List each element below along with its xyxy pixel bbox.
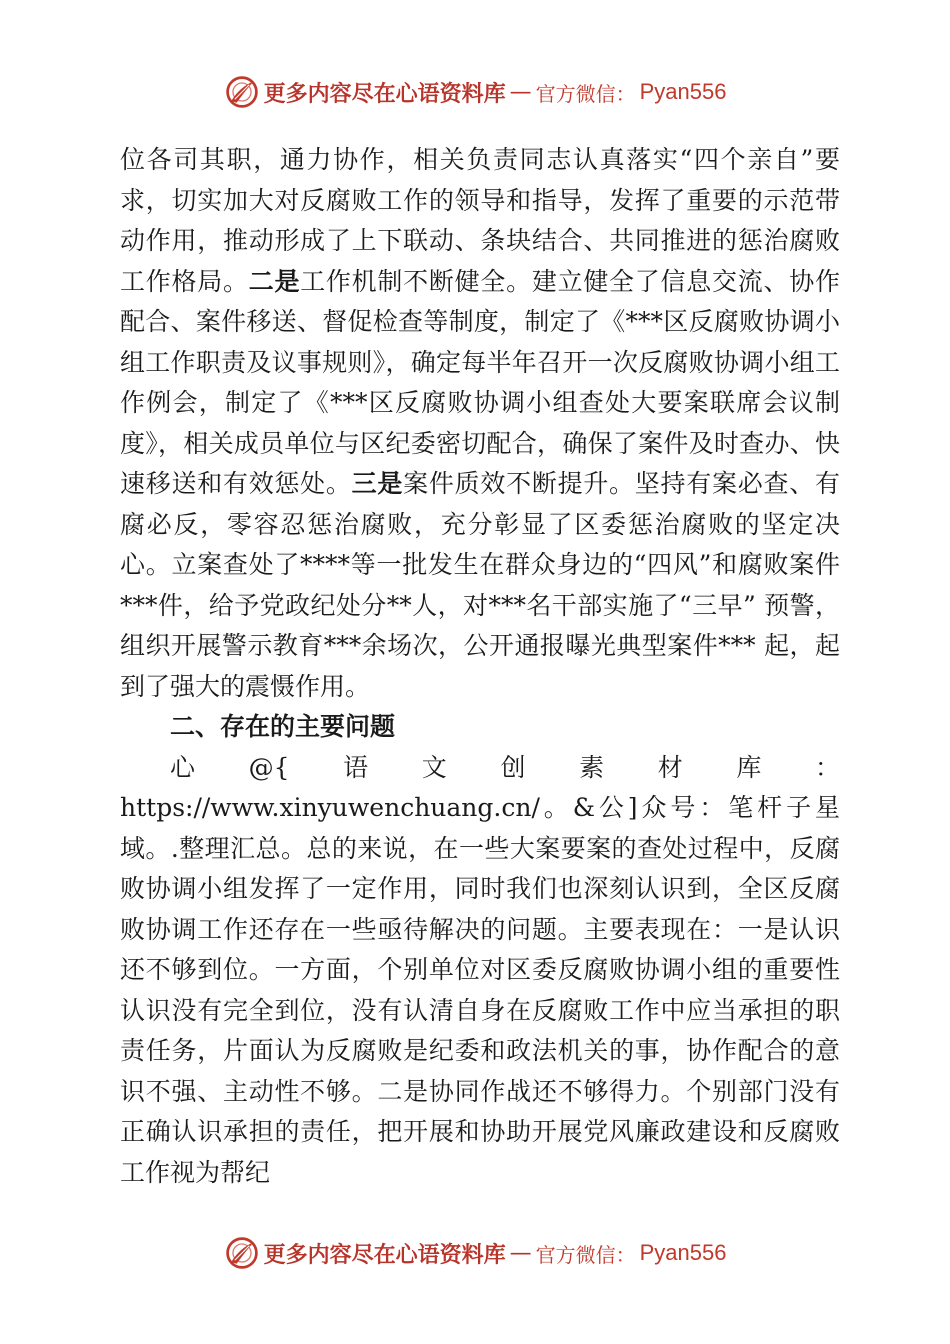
section-heading: 二、存在的主要问题 (170, 712, 396, 741)
brand-banner (224, 1235, 727, 1271)
brand-dash: — (509, 1240, 532, 1266)
paragraph-problems: 心@{语文创素材库：https://www.xinyuwenchuang.cn/。&公]众号：笔杆子星域。.整理汇总。总的来说，在一些大案要案的查处过程中，反腐败协调小组发挥了一定作用，同时我们也深刻认识到，全区反腐败协调工作还存在一些亟待解决的问题。主要表现在：一是认识还不够到位。一方面，个别单位对区委反腐败协调小组的重要性认识没有完全到位，没有认清自身在反腐败工作中应当承担的职责任务，片面认为反腐败是纪委和政法机关的事，协作配合的意识不强、主动性不够。二是协同作战还不够得力。个别部门没有正确认识承担的责任，把开展和协助开展党风廉政建设和反腐败工作视为帮纪 (120, 752, 840, 1187)
paragraph-achievements (120, 140, 840, 707)
brand-dash: — (509, 79, 532, 105)
brand-banner (224, 74, 727, 110)
brand-logo-icon (224, 74, 260, 110)
keyword-third: 三是 (351, 469, 404, 498)
brand-logo-icon (224, 1235, 260, 1271)
brand-wechat-id: Pyan556 (639, 1240, 727, 1265)
brand-wechat-id: Pyan556 (639, 79, 727, 104)
keyword-second: 二是 (248, 266, 301, 296)
paragraph-achievements-part1: 位各司其职，通力协作，相关负责同志认真落实“四个亲自”要求，切实加大对反腐败工作的领导和指导，发挥了重要的示范带动作用，推动形成了上下联动、条块结合、共同推进的惩治腐败工作格局。 (120, 145, 840, 296)
brand-site-name: 更多内容尽在心语资料库 (263, 1241, 506, 1268)
paragraph-achievements-part3: 案件质效不断提升。坚持有案必查、有腐必反，零容忍惩治腐败，充分彰显了区委惩治腐败的坚定决心。立案查处了****等一批发生在群众身边的“四风”和腐败案件***件，给予党政纪处分**人，对***名干部实施了“三早” 预警，组织开展警示教育***余场次，公开通报曝光典型案件*** 起，起到了强大的震慑作用。 (120, 469, 840, 701)
document-body (120, 140, 840, 1193)
header-watermark (0, 72, 950, 112)
footer-watermark (0, 1233, 950, 1273)
paragraph-achievements-part2: 工作机制不断健全。建立健全了信息交流、协作配合、案件移送、督促检查等制度，制定了《***区反腐败协调小组工作职责及议事规则》，确定每半年召开一次反腐败协调小组工作例会，制定了《***区反腐败协调小组查处大要案联席会议制度》，相关成员单位与区纪委密切配合，确保了案件及时查办、快速移送和有效惩处。 (120, 266, 840, 498)
brand-wechat-label: 官方微信： (535, 81, 636, 106)
brand-site-name: 更多内容尽在心语资料库 (263, 80, 506, 107)
brand-wechat-label: 官方微信： (535, 1242, 636, 1267)
